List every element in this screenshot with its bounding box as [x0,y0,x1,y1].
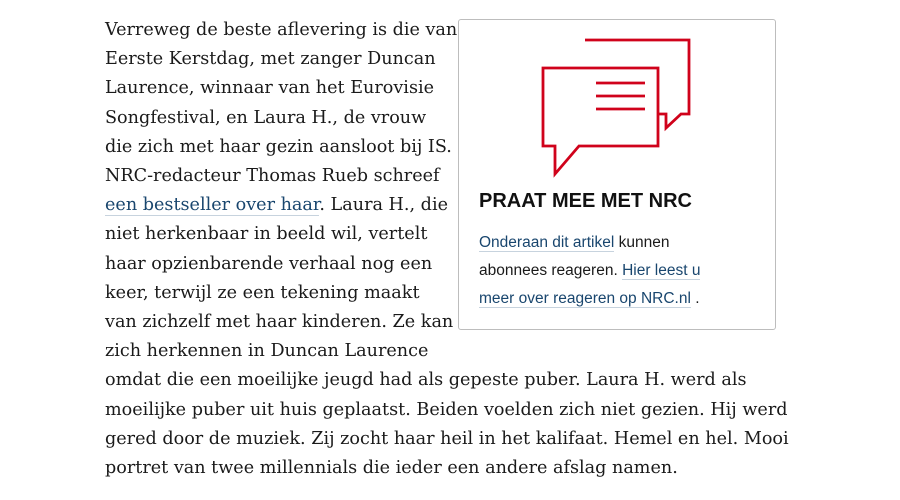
article-line: omdat die een moeilijke jeugd had als gepeste puber. Laura H. werd als [105,370,747,391]
reageren-info-link[interactable]: Hier leest u [622,262,701,279]
article-line: portret van twee millennials die ieder een andere afslag namen. [105,458,678,479]
comments-link[interactable]: Onderaan dit artikel [479,234,615,251]
chat-bubbles-icon [541,38,693,182]
aside-text-part: kunnen [614,234,670,251]
aside-text [479,229,764,313]
praat-mee-box [458,19,776,330]
article-line-text: . Laura H., die [319,195,448,216]
article-line: van zichzelf met haar kinderen. Ze kan [105,312,454,333]
aside-text-part: . [690,290,700,307]
bestseller-link[interactable]: een bestseller over haar [105,195,320,216]
article-line: keer, terwijl ze een tekening maakt [105,282,420,303]
aside-line [479,285,764,313]
article-line: moeilijke puber uit huis geplaatst. Beiden voelden zich niet gezien. Hij werd [105,399,788,420]
article-line: Laurence, winnaar van het Eurovisie [105,78,435,99]
article-line: haar opzienbarende verhaal nog een [105,253,433,274]
aside-line [479,257,764,285]
aside-title: PRAAT MEE MET NRC [479,190,692,212]
article-line: NRC-redacteur Thomas Rueb schreef [105,166,440,187]
article-line: Eerste Kerstdag, met zanger Duncan [105,49,436,70]
reageren-info-link-continued[interactable]: meer over reageren op NRC.nl [479,290,691,307]
article-line: niet herkenbaar in beeld wil, vertelt [105,224,428,245]
article-line: die zich met haar gezin aansloot bij IS. [105,136,452,157]
article-line: gered door de muziek. Zij zocht haar heil in het kalifaat. Hemel en hel. Mooi [105,428,789,449]
aside-line [479,229,764,257]
article-line: zich herkennen in Duncan Laurence [105,341,429,362]
article-line: Songfestival, en Laura H., de vrouw [105,107,427,128]
aside-text-part: abonnees reageren. [479,262,623,279]
article-line: Verreweg de beste aflevering is die van [105,20,458,40]
